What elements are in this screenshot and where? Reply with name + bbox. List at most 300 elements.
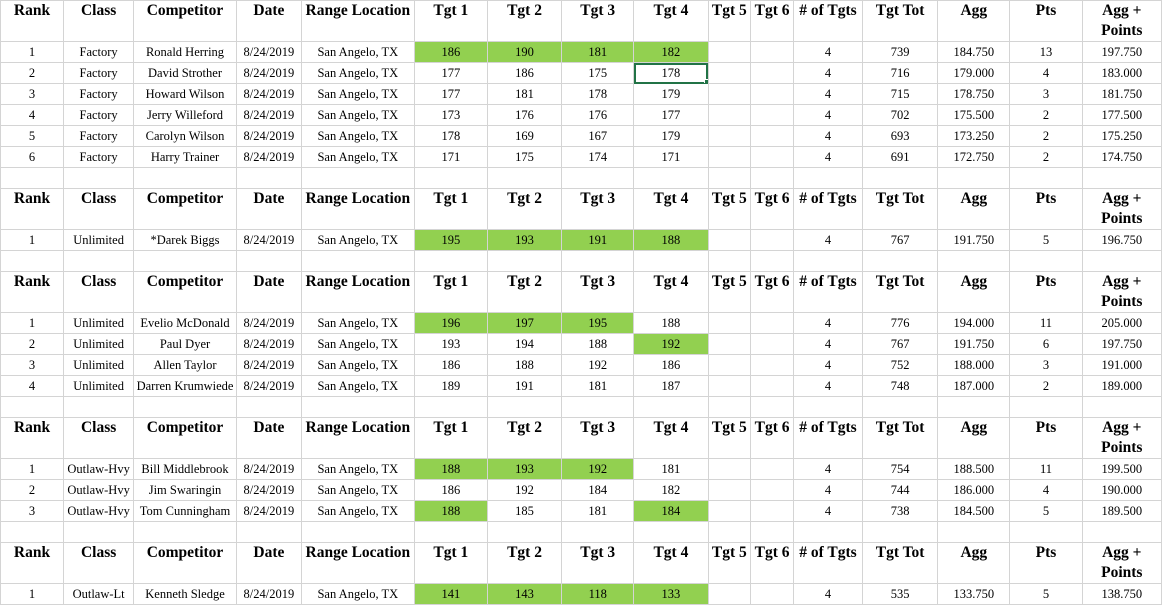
column-header[interactable]: [301, 418, 414, 459]
tgt2-cell[interactable]: 185: [487, 501, 561, 522]
tgt2-cell[interactable]: 186: [487, 63, 561, 84]
agg-cell[interactable]: 172.750: [938, 147, 1010, 168]
agg-points-cell[interactable]: 196.750: [1082, 230, 1161, 251]
agg-points-cell[interactable]: 191.000: [1082, 355, 1161, 376]
tgt1-cell[interactable]: 195: [414, 230, 487, 251]
tgt6-cell[interactable]: [751, 230, 794, 251]
empty-cell[interactable]: [487, 168, 561, 189]
empty-cell[interactable]: [1010, 251, 1082, 272]
empty-cell[interactable]: [793, 168, 862, 189]
tgt4-cell[interactable]: 182: [634, 42, 708, 63]
class-cell[interactable]: Unlimited: [64, 355, 134, 376]
range-location-cell[interactable]: San Angelo, TX: [301, 147, 414, 168]
date-cell[interactable]: 8/24/2019: [236, 459, 301, 480]
tgt3-cell[interactable]: 192: [562, 355, 634, 376]
column-header[interactable]: [487, 189, 561, 230]
agg-cell[interactable]: 191.750: [938, 334, 1010, 355]
empty-cell[interactable]: [64, 168, 134, 189]
num-tgts-cell[interactable]: 4: [793, 147, 862, 168]
empty-cell[interactable]: [414, 522, 487, 543]
agg-cell[interactable]: 188.000: [938, 355, 1010, 376]
competitor-cell[interactable]: Harry Trainer: [134, 147, 237, 168]
tgt1-cell[interactable]: 173: [414, 105, 487, 126]
tgt3-cell[interactable]: 191: [562, 230, 634, 251]
tgt3-cell[interactable]: 167: [562, 126, 634, 147]
column-header[interactable]: [634, 418, 708, 459]
empty-cell[interactable]: [236, 168, 301, 189]
rank-cell[interactable]: 6: [1, 147, 64, 168]
empty-cell[interactable]: [751, 251, 794, 272]
rank-cell[interactable]: 3: [1, 84, 64, 105]
column-header[interactable]: [414, 1, 487, 42]
column-header[interactable]: [64, 543, 134, 584]
column-header[interactable]: [1010, 543, 1082, 584]
range-location-cell[interactable]: San Angelo, TX: [301, 584, 414, 605]
empty-cell[interactable]: [1010, 522, 1082, 543]
agg-cell[interactable]: 175.500: [938, 105, 1010, 126]
empty-cell[interactable]: [487, 251, 561, 272]
column-header[interactable]: [1, 1, 64, 42]
empty-cell[interactable]: [487, 397, 561, 418]
tgt2-cell[interactable]: 181: [487, 84, 561, 105]
empty-cell[interactable]: [1082, 397, 1161, 418]
tgt-tot-cell[interactable]: 767: [863, 334, 938, 355]
column-header[interactable]: [863, 189, 938, 230]
column-header[interactable]: [1010, 418, 1082, 459]
class-cell[interactable]: Outlaw-Hvy: [64, 480, 134, 501]
rank-cell[interactable]: 1: [1, 42, 64, 63]
num-tgts-cell[interactable]: 4: [793, 480, 862, 501]
empty-cell[interactable]: [634, 251, 708, 272]
class-cell[interactable]: Factory: [64, 84, 134, 105]
empty-cell[interactable]: [1, 168, 64, 189]
tgt6-cell[interactable]: [751, 42, 794, 63]
tgt5-cell[interactable]: [708, 459, 751, 480]
tgt5-cell[interactable]: [708, 480, 751, 501]
class-cell[interactable]: Unlimited: [64, 230, 134, 251]
empty-cell[interactable]: [236, 397, 301, 418]
column-header[interactable]: [236, 418, 301, 459]
pts-cell[interactable]: 2: [1010, 105, 1082, 126]
range-location-cell[interactable]: San Angelo, TX: [301, 230, 414, 251]
empty-cell[interactable]: [938, 397, 1010, 418]
tgt1-cell[interactable]: 189: [414, 376, 487, 397]
range-location-cell[interactable]: San Angelo, TX: [301, 63, 414, 84]
tgt4-cell[interactable]: 181: [634, 459, 708, 480]
tgt5-cell[interactable]: [708, 334, 751, 355]
empty-cell[interactable]: [64, 397, 134, 418]
empty-cell[interactable]: [134, 522, 237, 543]
date-cell[interactable]: 8/24/2019: [236, 63, 301, 84]
agg-points-cell[interactable]: 183.000: [1082, 63, 1161, 84]
empty-cell[interactable]: [938, 522, 1010, 543]
empty-cell[interactable]: [708, 522, 751, 543]
agg-points-cell[interactable]: 177.500: [1082, 105, 1161, 126]
column-header[interactable]: [134, 418, 237, 459]
tgt5-cell[interactable]: [708, 105, 751, 126]
tgt-tot-cell[interactable]: 739: [863, 42, 938, 63]
column-header[interactable]: [134, 189, 237, 230]
tgt3-cell[interactable]: 118: [562, 584, 634, 605]
column-header[interactable]: [1, 189, 64, 230]
range-location-cell[interactable]: San Angelo, TX: [301, 126, 414, 147]
column-header[interactable]: [134, 543, 237, 584]
empty-cell[interactable]: [64, 251, 134, 272]
tgt4-cell[interactable]: 188: [634, 313, 708, 334]
empty-cell[interactable]: [1082, 522, 1161, 543]
empty-cell[interactable]: [1082, 168, 1161, 189]
empty-cell[interactable]: [562, 397, 634, 418]
column-header[interactable]: [1082, 543, 1161, 584]
agg-cell[interactable]: 184.500: [938, 501, 1010, 522]
column-header[interactable]: [562, 272, 634, 313]
rank-cell[interactable]: 1: [1, 584, 64, 605]
empty-cell[interactable]: [562, 251, 634, 272]
empty-cell[interactable]: [793, 522, 862, 543]
rank-cell[interactable]: 2: [1, 63, 64, 84]
num-tgts-cell[interactable]: 4: [793, 230, 862, 251]
column-header[interactable]: [64, 1, 134, 42]
empty-cell[interactable]: [414, 168, 487, 189]
date-cell[interactable]: 8/24/2019: [236, 105, 301, 126]
column-header[interactable]: [562, 543, 634, 584]
tgt4-cell[interactable]: 171: [634, 147, 708, 168]
range-location-cell[interactable]: San Angelo, TX: [301, 355, 414, 376]
pts-cell[interactable]: 3: [1010, 355, 1082, 376]
empty-cell[interactable]: [708, 397, 751, 418]
empty-cell[interactable]: [1, 522, 64, 543]
date-cell[interactable]: 8/24/2019: [236, 480, 301, 501]
tgt-tot-cell[interactable]: 702: [863, 105, 938, 126]
rank-cell[interactable]: 2: [1, 334, 64, 355]
tgt5-cell[interactable]: [708, 84, 751, 105]
tgt-tot-cell[interactable]: 693: [863, 126, 938, 147]
tgt3-cell[interactable]: 176: [562, 105, 634, 126]
tgt2-cell[interactable]: 188: [487, 355, 561, 376]
empty-cell[interactable]: [414, 397, 487, 418]
tgt4-cell[interactable]: 188: [634, 230, 708, 251]
tgt2-cell[interactable]: 197: [487, 313, 561, 334]
empty-cell[interactable]: [863, 168, 938, 189]
column-header[interactable]: [751, 1, 794, 42]
column-header[interactable]: [793, 543, 862, 584]
class-cell[interactable]: Unlimited: [64, 376, 134, 397]
num-tgts-cell[interactable]: 4: [793, 459, 862, 480]
tgt6-cell[interactable]: [751, 63, 794, 84]
column-header[interactable]: [487, 272, 561, 313]
empty-cell[interactable]: [1010, 168, 1082, 189]
empty-cell[interactable]: [938, 168, 1010, 189]
column-header[interactable]: [134, 272, 237, 313]
tgt1-cell[interactable]: 188: [414, 459, 487, 480]
tgt1-cell[interactable]: 188: [414, 501, 487, 522]
tgt3-cell[interactable]: 175: [562, 63, 634, 84]
date-cell[interactable]: 8/24/2019: [236, 42, 301, 63]
tgt3-cell[interactable]: 188: [562, 334, 634, 355]
date-cell[interactable]: 8/24/2019: [236, 147, 301, 168]
tgt2-cell[interactable]: 190: [487, 42, 561, 63]
tgt4-cell[interactable]: 187: [634, 376, 708, 397]
empty-cell[interactable]: [301, 168, 414, 189]
column-header[interactable]: [487, 543, 561, 584]
agg-points-cell[interactable]: 175.250: [1082, 126, 1161, 147]
column-header[interactable]: [236, 272, 301, 313]
class-cell[interactable]: Factory: [64, 126, 134, 147]
tgt2-cell[interactable]: 192: [487, 480, 561, 501]
empty-cell[interactable]: [634, 397, 708, 418]
empty-cell[interactable]: [562, 168, 634, 189]
column-header[interactable]: [863, 1, 938, 42]
tgt3-cell[interactable]: 181: [562, 376, 634, 397]
empty-cell[interactable]: [301, 251, 414, 272]
column-header[interactable]: [708, 1, 751, 42]
pts-cell[interactable]: 5: [1010, 230, 1082, 251]
agg-points-cell[interactable]: 189.500: [1082, 501, 1161, 522]
tgt-tot-cell[interactable]: 744: [863, 480, 938, 501]
column-header[interactable]: [938, 418, 1010, 459]
column-header[interactable]: [938, 543, 1010, 584]
num-tgts-cell[interactable]: 4: [793, 501, 862, 522]
competitor-cell[interactable]: *Darek Biggs: [134, 230, 237, 251]
num-tgts-cell[interactable]: 4: [793, 334, 862, 355]
class-cell[interactable]: Outlaw-Hvy: [64, 459, 134, 480]
competitor-cell[interactable]: Allen Taylor: [134, 355, 237, 376]
empty-cell[interactable]: [751, 522, 794, 543]
agg-cell[interactable]: 187.000: [938, 376, 1010, 397]
competitor-cell[interactable]: Tom Cunningham: [134, 501, 237, 522]
tgt5-cell[interactable]: [708, 584, 751, 605]
pts-cell[interactable]: 5: [1010, 584, 1082, 605]
tgt2-cell[interactable]: 175: [487, 147, 561, 168]
column-header[interactable]: [562, 418, 634, 459]
column-header[interactable]: [1082, 189, 1161, 230]
agg-points-cell[interactable]: 189.000: [1082, 376, 1161, 397]
range-location-cell[interactable]: San Angelo, TX: [301, 459, 414, 480]
empty-cell[interactable]: [863, 251, 938, 272]
column-header[interactable]: [64, 189, 134, 230]
competitor-cell[interactable]: Darren Krumwiede: [134, 376, 237, 397]
competitor-cell[interactable]: Ronald Herring: [134, 42, 237, 63]
rank-cell[interactable]: 1: [1, 313, 64, 334]
pts-cell[interactable]: 4: [1010, 63, 1082, 84]
pts-cell[interactable]: 13: [1010, 42, 1082, 63]
competitor-cell[interactable]: David Strother: [134, 63, 237, 84]
tgt2-cell[interactable]: 193: [487, 459, 561, 480]
class-cell[interactable]: Factory: [64, 147, 134, 168]
tgt6-cell[interactable]: [751, 459, 794, 480]
empty-cell[interactable]: [134, 251, 237, 272]
column-header[interactable]: [1010, 1, 1082, 42]
tgt4-cell[interactable]: 182: [634, 480, 708, 501]
column-header[interactable]: [236, 543, 301, 584]
empty-cell[interactable]: [793, 251, 862, 272]
tgt6-cell[interactable]: [751, 355, 794, 376]
class-cell[interactable]: Unlimited: [64, 313, 134, 334]
column-header[interactable]: [562, 1, 634, 42]
competitor-cell[interactable]: Kenneth Sledge: [134, 584, 237, 605]
tgt-tot-cell[interactable]: 738: [863, 501, 938, 522]
column-header[interactable]: [863, 543, 938, 584]
tgt3-cell[interactable]: 174: [562, 147, 634, 168]
tgt6-cell[interactable]: [751, 480, 794, 501]
tgt4-cell[interactable]: 186: [634, 355, 708, 376]
tgt1-cell[interactable]: 193: [414, 334, 487, 355]
class-cell[interactable]: Unlimited: [64, 334, 134, 355]
date-cell[interactable]: 8/24/2019: [236, 84, 301, 105]
empty-cell[interactable]: [863, 522, 938, 543]
tgt-tot-cell[interactable]: 776: [863, 313, 938, 334]
tgt6-cell[interactable]: [751, 126, 794, 147]
column-header[interactable]: [938, 1, 1010, 42]
column-header[interactable]: [793, 189, 862, 230]
empty-cell[interactable]: [562, 522, 634, 543]
range-location-cell[interactable]: San Angelo, TX: [301, 42, 414, 63]
tgt3-cell[interactable]: 184: [562, 480, 634, 501]
column-header[interactable]: [1, 418, 64, 459]
agg-cell[interactable]: 179.000: [938, 63, 1010, 84]
date-cell[interactable]: 8/24/2019: [236, 126, 301, 147]
num-tgts-cell[interactable]: 4: [793, 376, 862, 397]
agg-cell[interactable]: 133.750: [938, 584, 1010, 605]
range-location-cell[interactable]: San Angelo, TX: [301, 313, 414, 334]
empty-cell[interactable]: [863, 397, 938, 418]
num-tgts-cell[interactable]: 4: [793, 42, 862, 63]
num-tgts-cell[interactable]: 4: [793, 84, 862, 105]
empty-cell[interactable]: [938, 251, 1010, 272]
empty-cell[interactable]: [1010, 397, 1082, 418]
tgt5-cell[interactable]: [708, 230, 751, 251]
competitor-cell[interactable]: Evelio McDonald: [134, 313, 237, 334]
column-header[interactable]: [414, 272, 487, 313]
competitor-cell[interactable]: Bill Middlebrook: [134, 459, 237, 480]
agg-cell[interactable]: 186.000: [938, 480, 1010, 501]
tgt-tot-cell[interactable]: 535: [863, 584, 938, 605]
tgt2-cell[interactable]: 191: [487, 376, 561, 397]
class-cell[interactable]: Outlaw-Lt: [64, 584, 134, 605]
pts-cell[interactable]: 2: [1010, 376, 1082, 397]
column-header[interactable]: [64, 418, 134, 459]
agg-points-cell[interactable]: 181.750: [1082, 84, 1161, 105]
empty-cell[interactable]: [708, 251, 751, 272]
tgt4-cell[interactable]: 178: [634, 63, 708, 84]
pts-cell[interactable]: 11: [1010, 459, 1082, 480]
num-tgts-cell[interactable]: 4: [793, 313, 862, 334]
tgt5-cell[interactable]: [708, 501, 751, 522]
empty-cell[interactable]: [301, 522, 414, 543]
tgt5-cell[interactable]: [708, 42, 751, 63]
column-header[interactable]: [562, 189, 634, 230]
column-header[interactable]: [863, 272, 938, 313]
range-location-cell[interactable]: San Angelo, TX: [301, 334, 414, 355]
agg-points-cell[interactable]: 138.750: [1082, 584, 1161, 605]
tgt1-cell[interactable]: 186: [414, 355, 487, 376]
tgt1-cell[interactable]: 177: [414, 84, 487, 105]
date-cell[interactable]: 8/24/2019: [236, 501, 301, 522]
column-header[interactable]: [1, 543, 64, 584]
tgt2-cell[interactable]: 193: [487, 230, 561, 251]
empty-cell[interactable]: [64, 522, 134, 543]
column-header[interactable]: [938, 272, 1010, 313]
tgt4-cell[interactable]: 179: [634, 84, 708, 105]
num-tgts-cell[interactable]: 4: [793, 63, 862, 84]
column-header[interactable]: [1, 272, 64, 313]
pts-cell[interactable]: 4: [1010, 480, 1082, 501]
column-header[interactable]: [236, 1, 301, 42]
rank-cell[interactable]: 1: [1, 459, 64, 480]
column-header[interactable]: [1010, 189, 1082, 230]
agg-points-cell[interactable]: 199.500: [1082, 459, 1161, 480]
tgt1-cell[interactable]: 171: [414, 147, 487, 168]
date-cell[interactable]: 8/24/2019: [236, 334, 301, 355]
empty-cell[interactable]: [708, 168, 751, 189]
tgt6-cell[interactable]: [751, 147, 794, 168]
date-cell[interactable]: 8/24/2019: [236, 376, 301, 397]
tgt-tot-cell[interactable]: 716: [863, 63, 938, 84]
column-header[interactable]: [414, 189, 487, 230]
tgt3-cell[interactable]: 178: [562, 84, 634, 105]
agg-cell[interactable]: 173.250: [938, 126, 1010, 147]
column-header[interactable]: [1082, 272, 1161, 313]
tgt1-cell[interactable]: 141: [414, 584, 487, 605]
class-cell[interactable]: Factory: [64, 63, 134, 84]
tgt3-cell[interactable]: 181: [562, 501, 634, 522]
pts-cell[interactable]: 2: [1010, 147, 1082, 168]
competitor-cell[interactable]: Carolyn Wilson: [134, 126, 237, 147]
num-tgts-cell[interactable]: 4: [793, 584, 862, 605]
tgt4-cell[interactable]: 192: [634, 334, 708, 355]
tgt6-cell[interactable]: [751, 105, 794, 126]
agg-cell[interactable]: 188.500: [938, 459, 1010, 480]
date-cell[interactable]: 8/24/2019: [236, 355, 301, 376]
empty-cell[interactable]: [236, 251, 301, 272]
rank-cell[interactable]: 4: [1, 376, 64, 397]
tgt6-cell[interactable]: [751, 334, 794, 355]
tgt2-cell[interactable]: 176: [487, 105, 561, 126]
num-tgts-cell[interactable]: 4: [793, 105, 862, 126]
tgt4-cell[interactable]: 133: [634, 584, 708, 605]
column-header[interactable]: [793, 418, 862, 459]
empty-cell[interactable]: [751, 397, 794, 418]
agg-points-cell[interactable]: 174.750: [1082, 147, 1161, 168]
class-cell[interactable]: Factory: [64, 42, 134, 63]
agg-cell[interactable]: 191.750: [938, 230, 1010, 251]
rank-cell[interactable]: 4: [1, 105, 64, 126]
column-header[interactable]: [793, 272, 862, 313]
empty-cell[interactable]: [134, 168, 237, 189]
range-location-cell[interactable]: San Angelo, TX: [301, 501, 414, 522]
date-cell[interactable]: 8/24/2019: [236, 313, 301, 334]
class-cell[interactable]: Outlaw-Hvy: [64, 501, 134, 522]
empty-cell[interactable]: [634, 168, 708, 189]
pts-cell[interactable]: 11: [1010, 313, 1082, 334]
tgt2-cell[interactable]: 169: [487, 126, 561, 147]
rank-cell[interactable]: 1: [1, 230, 64, 251]
range-location-cell[interactable]: San Angelo, TX: [301, 84, 414, 105]
tgt5-cell[interactable]: [708, 147, 751, 168]
tgt-tot-cell[interactable]: 748: [863, 376, 938, 397]
agg-points-cell[interactable]: 197.750: [1082, 42, 1161, 63]
empty-cell[interactable]: [301, 397, 414, 418]
rank-cell[interactable]: 5: [1, 126, 64, 147]
column-header[interactable]: [793, 1, 862, 42]
tgt5-cell[interactable]: [708, 376, 751, 397]
column-header[interactable]: [708, 272, 751, 313]
tgt1-cell[interactable]: 178: [414, 126, 487, 147]
column-header[interactable]: [1010, 272, 1082, 313]
tgt2-cell[interactable]: 143: [487, 584, 561, 605]
tgt5-cell[interactable]: [708, 126, 751, 147]
tgt4-cell[interactable]: 184: [634, 501, 708, 522]
